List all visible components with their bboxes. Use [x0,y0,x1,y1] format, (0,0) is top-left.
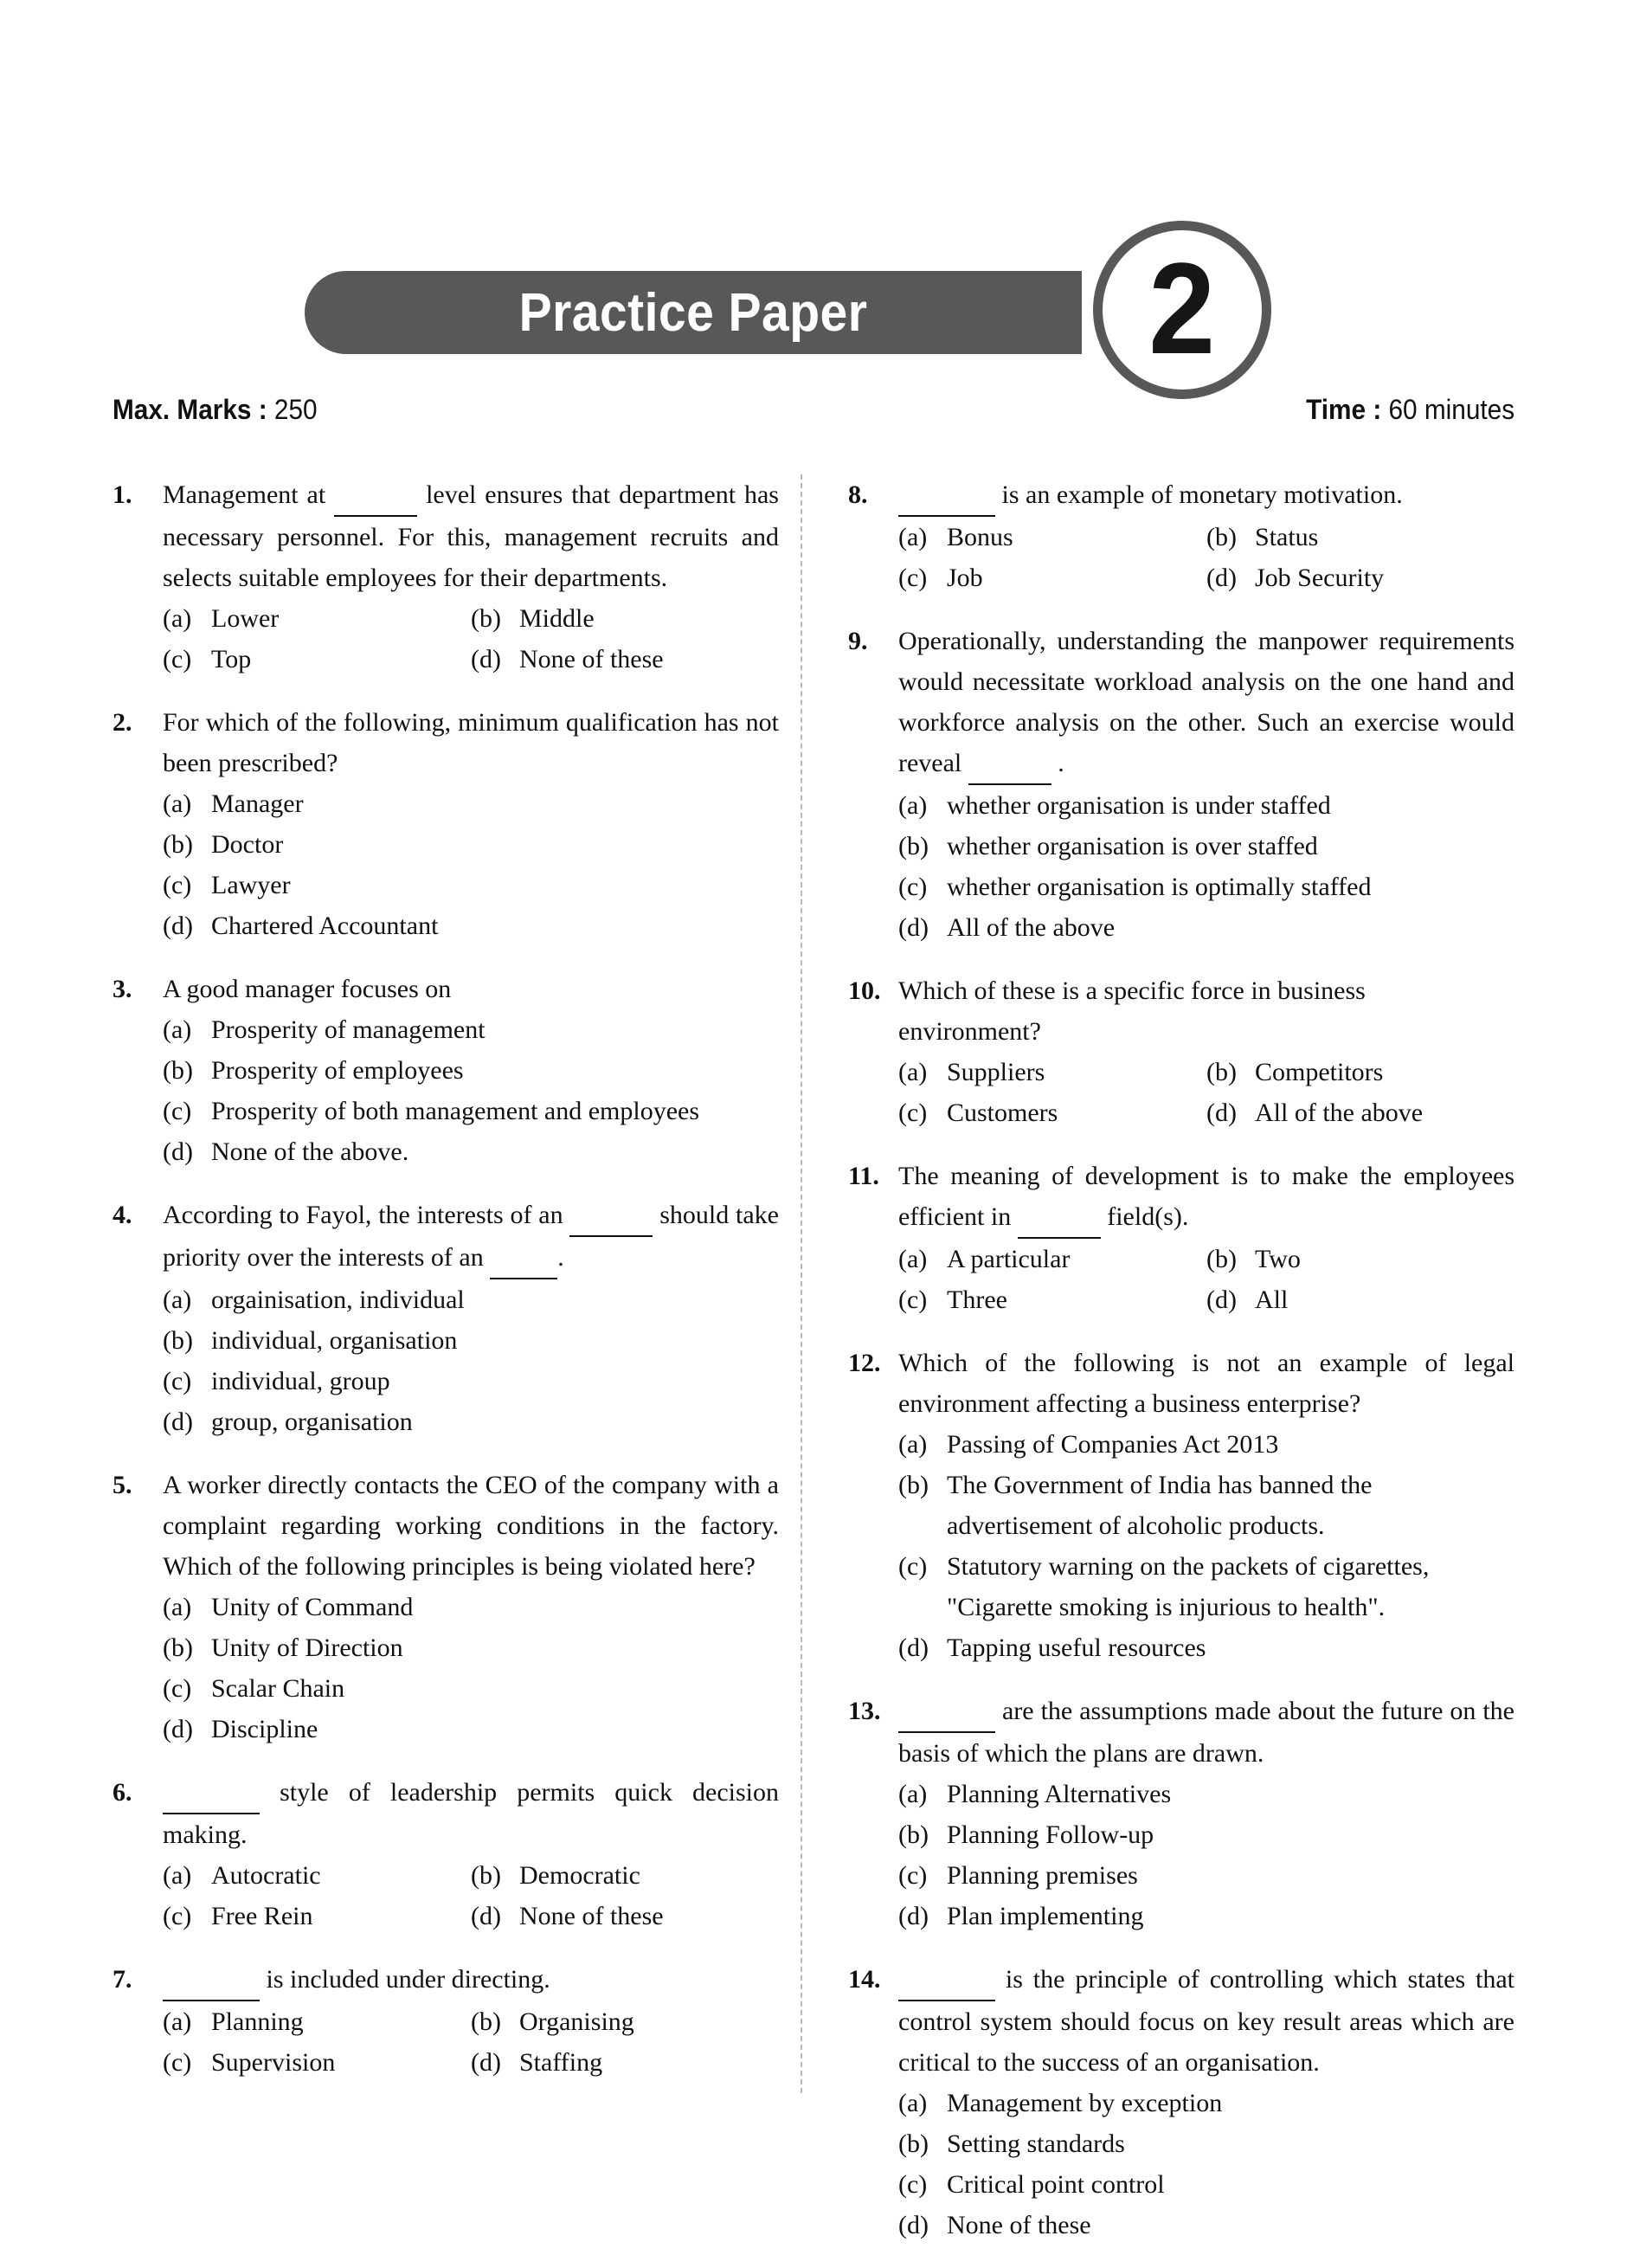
option-value: Planning [211,2007,304,2036]
option-item[interactable] [898,867,1514,907]
option-value: A particular [947,1245,1071,1273]
option-item[interactable] [898,1896,1514,1936]
option-value: Suppliers [947,1058,1045,1086]
question-head [113,969,779,1009]
option-item[interactable] [898,907,1514,948]
option-value: Job [947,564,983,592]
question-text: For which of the following, minimum qualification has not been prescribed? [163,708,779,777]
option-key: (c) [163,871,192,899]
option-item[interactable] [163,1709,779,1749]
option-item[interactable] [898,1627,1514,1668]
option-item[interactable] [1206,1092,1514,1133]
option-list [898,1052,1514,1133]
option-item[interactable] [1206,1239,1514,1279]
option-value: Staffing [519,2048,603,2077]
page-title: Practice Paper [518,282,868,343]
option-key: (c) [163,645,192,673]
option-list [163,1587,779,1749]
option-key: (d) [163,1137,193,1166]
option-item[interactable] [163,2001,471,2042]
option-key: (d) [1206,564,1237,592]
option-value: Middle [519,604,595,633]
question-head [848,1343,1514,1424]
option-value: All of the above [1255,1099,1424,1127]
option-item[interactable] [898,785,1514,826]
option-key: (b) [471,604,501,633]
option-list [163,1009,779,1172]
fill-in-blank [163,1772,260,1814]
option-value: Organising [519,2007,634,2036]
option-key: (d) [898,2211,929,2239]
option-item[interactable] [163,783,779,824]
question-number: 3. [113,975,132,1003]
question-item [113,702,779,946]
option-key: (b) [471,1861,501,1890]
option-key: (c) [163,1097,192,1125]
option-item[interactable] [163,1361,779,1401]
option-value: Tapping useful resources [947,1633,1206,1662]
option-item[interactable] [163,598,471,639]
fill-in-blank [968,743,1051,785]
question-text: According to Fayol, the interests of an should take priority over the interests of an . [163,1195,779,1279]
option-value: None of these [519,1902,664,1930]
option-item[interactable] [898,1424,1514,1465]
option-key: (d) [163,912,193,940]
option-key: (c) [898,564,928,592]
question-head [113,474,779,598]
option-item[interactable] [163,1050,779,1091]
option-value: orgainisation, individual [211,1285,465,1314]
option-value: None of these [519,645,664,673]
option-key: (b) [1206,1058,1237,1086]
option-key: (c) [898,1552,928,1581]
option-key: (c) [898,1099,928,1127]
option-item[interactable] [898,1855,1514,1896]
option-key: (b) [163,1326,193,1355]
option-key: (a) [163,1285,192,1314]
question-text: is the principle of controlling which states that control system should focus on key result areas which are critical to the success of an organisation. [898,1959,1514,2083]
option-value: Customers [947,1099,1058,1127]
option-list [898,2083,1514,2245]
option-value: whether organisation is under staffed [947,791,1331,820]
option-key: (a) [898,2089,928,2117]
fill-in-blank [898,1959,995,2001]
option-item[interactable] [163,1320,779,1361]
option-list [163,783,779,946]
option-value: The Government of India has banned the advertisement of alcoholic products. [947,1471,1373,1540]
option-item[interactable] [471,1896,779,1936]
option-value: None of these [947,2211,1091,2239]
page-header [0,104,1627,381]
option-value: Job Security [1255,564,1385,592]
option-item[interactable] [898,557,1206,598]
option-key: (a) [898,1430,928,1459]
option-value: Plan implementing [947,1902,1144,1930]
question-head [113,1465,779,1587]
question-column-left [113,474,779,2105]
option-key: (b) [898,832,929,860]
question-item [848,621,1514,948]
option-item[interactable] [1206,1052,1514,1092]
option-value: Management by exception [947,2089,1223,2117]
option-item[interactable] [163,905,779,946]
question-text: Operationally, understanding the manpower requirements would necessitate workload analysis on the one hand and workforce analysis on the other. Such an exercise would reveal . [898,621,1514,785]
question-number: 1. [113,480,132,509]
option-value: Prosperity of both management and employees [211,1097,700,1125]
option-key: (b) [163,1633,193,1662]
option-item[interactable] [163,1587,779,1627]
option-key: (d) [1206,1285,1237,1314]
option-value: Two [1255,1245,1301,1273]
option-key: (b) [898,2129,929,2158]
option-item[interactable] [898,826,1514,867]
option-key: (c) [898,1285,928,1314]
option-key: (a) [898,1245,928,1273]
option-item[interactable] [471,2042,779,2083]
fill-in-blank [898,1691,995,1733]
option-key: (a) [898,1780,928,1808]
question-text: The meaning of development is to make the employees efficient in field(s). [898,1156,1514,1239]
option-value: Top [211,645,252,673]
option-list [163,2001,779,2083]
option-key: (a) [163,2007,192,2036]
option-key: (b) [898,1471,929,1499]
max-marks-label: Max. Marks : [113,394,267,425]
question-number: 4. [113,1201,132,1229]
option-item[interactable] [163,1131,779,1172]
option-value: Planning Alternatives [947,1780,1172,1808]
option-item[interactable] [1206,517,1514,557]
question-number: 10. [848,976,881,1005]
question-item [848,1959,1514,2245]
question-number: 6. [113,1778,132,1807]
option-item[interactable] [471,639,779,680]
question-head [848,1691,1514,1774]
option-key: (b) [1206,523,1237,551]
exam-meta-row [113,394,1514,437]
question-number: 9. [848,627,868,655]
option-key: (d) [1206,1099,1237,1127]
question-head [848,1959,1514,2083]
option-value: Discipline [211,1715,318,1743]
max-marks-value: 250 [273,394,318,425]
question-head [848,621,1514,785]
time-label: Time : [1306,394,1382,425]
question-head [848,474,1514,517]
fill-in-blank [898,474,995,517]
option-item[interactable] [898,1774,1514,1814]
option-value: Critical point control [947,2170,1165,2199]
option-value: Statutory warning on the packets of cigarettes, "Cigarette smoking is injurious to health". [947,1552,1430,1621]
question-text: Which of the following is not an example of legal environment affecting a business enterprise? [898,1349,1514,1418]
option-value: individual, group [211,1367,390,1395]
option-item[interactable] [163,1668,779,1709]
question-head [848,1156,1514,1239]
option-item[interactable] [163,1627,779,1668]
option-item[interactable] [1206,1279,1514,1320]
option-key: (d) [898,913,929,942]
option-key: (c) [163,1674,192,1703]
option-value: Prosperity of employees [211,1056,464,1085]
question-head [848,970,1514,1052]
question-text: style of leadership permits quick decision making. [163,1772,779,1855]
option-item[interactable] [163,1401,779,1442]
column-divider [801,474,802,2093]
option-item[interactable] [898,1279,1206,1320]
option-item[interactable] [471,2001,779,2042]
option-list [898,1424,1514,1668]
option-key: (a) [898,1058,928,1086]
option-key: (c) [898,873,928,901]
option-list [898,785,1514,948]
option-item[interactable] [898,2205,1514,2245]
option-item[interactable] [163,639,471,680]
question-number: 11. [848,1162,879,1190]
option-key: (d) [471,2048,501,2077]
question-text: Which of these is a specific force in business environment? [898,976,1366,1046]
question-item [113,1465,779,1749]
option-value: All [1255,1285,1289,1314]
option-item[interactable] [163,865,779,905]
option-key: (b) [471,2007,501,2036]
option-key: (c) [163,2048,192,2077]
option-key: (c) [898,1861,928,1890]
option-key: (b) [163,1056,193,1085]
option-value: Scalar Chain [211,1674,345,1703]
question-number: 5. [113,1471,132,1499]
fill-in-blank [490,1237,557,1279]
question-number: 2. [113,708,132,737]
option-key: (a) [163,1593,192,1621]
fill-in-blank [334,474,417,517]
question-number: 13. [848,1697,881,1725]
option-value: Status [1255,523,1319,551]
option-item[interactable] [471,598,779,639]
option-value: Lawyer [211,871,291,899]
question-text: Management at level ensures that department has necessary personnel. For this, management recruits and selects suitable employees for their departments. [163,474,779,598]
question-number: 12. [848,1349,881,1377]
option-value: whether organisation is over staffed [947,832,1318,860]
question-text: is included under directing. [163,1959,779,2001]
option-value: Free Rein [211,1902,313,1930]
option-item[interactable] [163,1091,779,1131]
option-key: (c) [898,2170,928,2199]
option-key: (d) [471,645,501,673]
question-columns [113,474,1514,2239]
option-key: (a) [163,604,192,633]
option-item[interactable] [163,1855,471,1896]
option-value: Prosperity of management [211,1015,486,1044]
option-value: group, organisation [211,1408,413,1436]
option-item[interactable] [163,1009,779,1050]
option-key: (a) [163,1015,192,1044]
option-item[interactable] [898,2164,1514,2205]
option-list [898,517,1514,598]
question-column-right [848,474,1514,2268]
option-key: (d) [898,1633,929,1662]
question-head [113,1959,779,2001]
question-number: 7. [113,1965,132,1994]
option-value: Lower [211,604,280,633]
question-item [113,474,779,680]
option-value: None of the above. [211,1137,409,1166]
option-value: Planning premises [947,1861,1138,1890]
option-item[interactable] [898,1092,1206,1133]
time-allowed [1306,394,1514,426]
option-key: (a) [898,791,928,820]
question-item [848,1343,1514,1668]
option-value: Unity of Direction [211,1633,403,1662]
option-value: Setting standards [947,2129,1125,2158]
option-value: Bonus [947,523,1013,551]
option-key: (a) [898,523,928,551]
fill-in-blank [569,1195,653,1237]
option-item[interactable] [898,2083,1514,2123]
option-key: (b) [163,830,193,859]
option-value: All of the above [947,913,1116,942]
question-item [113,969,779,1172]
question-number: 8. [848,480,868,509]
option-list [898,1239,1514,1320]
option-key: (d) [898,1902,929,1930]
option-list [163,1855,779,1936]
option-key: (b) [1206,1245,1237,1273]
option-list [163,598,779,680]
option-item[interactable] [471,1855,779,1896]
option-list [163,1279,779,1442]
option-item[interactable] [898,1239,1206,1279]
question-number: 14. [848,1965,881,1994]
fill-in-blank [163,1959,260,2001]
question-text: are the assumptions made about the future on the basis of which the plans are drawn. [898,1691,1514,1774]
option-key: (c) [163,1367,192,1395]
option-key: (d) [163,1715,193,1743]
question-item [848,970,1514,1133]
question-item [848,1691,1514,1936]
option-value: Democratic [519,1861,640,1890]
option-value: Autocratic [211,1861,321,1890]
option-item[interactable] [898,1814,1514,1855]
max-marks [113,394,318,426]
option-item[interactable] [163,2042,471,2083]
question-head [113,1195,779,1279]
option-key: (b) [898,1820,929,1849]
paper-number-label: 2 [1148,235,1216,381]
option-list [898,1774,1514,1936]
question-item [848,1156,1514,1320]
fill-in-blank [1018,1196,1101,1239]
option-value: Competitors [1255,1058,1384,1086]
question-item [113,1195,779,1442]
option-item[interactable] [1206,557,1514,598]
option-item[interactable] [898,1465,1514,1546]
question-text: is an example of monetary motivation. [898,474,1514,517]
option-value: Three [947,1285,1007,1314]
option-item[interactable] [898,1052,1206,1092]
option-value: Chartered Accountant [211,912,439,940]
option-key: (c) [163,1902,192,1930]
option-item[interactable] [898,1546,1514,1627]
option-item[interactable] [898,517,1206,557]
question-item [113,1772,779,1936]
option-key: (a) [163,1861,192,1890]
question-text: A good manager focuses on [163,975,452,1003]
option-value: Supervision [211,2048,336,2077]
time-value: 60 minutes [1388,394,1514,425]
option-value: whether organisation is optimally staffed [947,873,1372,901]
question-head [113,702,779,783]
option-value: individual, organisation [211,1326,458,1355]
option-item[interactable] [898,2123,1514,2164]
option-key: (a) [163,789,192,818]
option-value: Passing of Companies Act 2013 [947,1430,1279,1459]
option-value: Doctor [211,830,284,859]
question-head [113,1772,779,1855]
option-item[interactable] [163,1896,471,1936]
option-item[interactable] [163,1279,779,1320]
option-value: Manager [211,789,304,818]
option-value: Planning Follow-up [947,1820,1154,1849]
paper-number-badge [1093,221,1271,399]
option-key: (d) [163,1408,193,1436]
question-item [113,1959,779,2083]
option-key: (d) [471,1902,501,1930]
question-item [848,474,1514,598]
question-text: A worker directly contacts the CEO of the company with a complaint regarding working conditions in the factory. Which of the following principles is being violated here? [163,1471,779,1581]
option-item[interactable] [163,824,779,865]
option-value: Unity of Command [211,1593,414,1621]
